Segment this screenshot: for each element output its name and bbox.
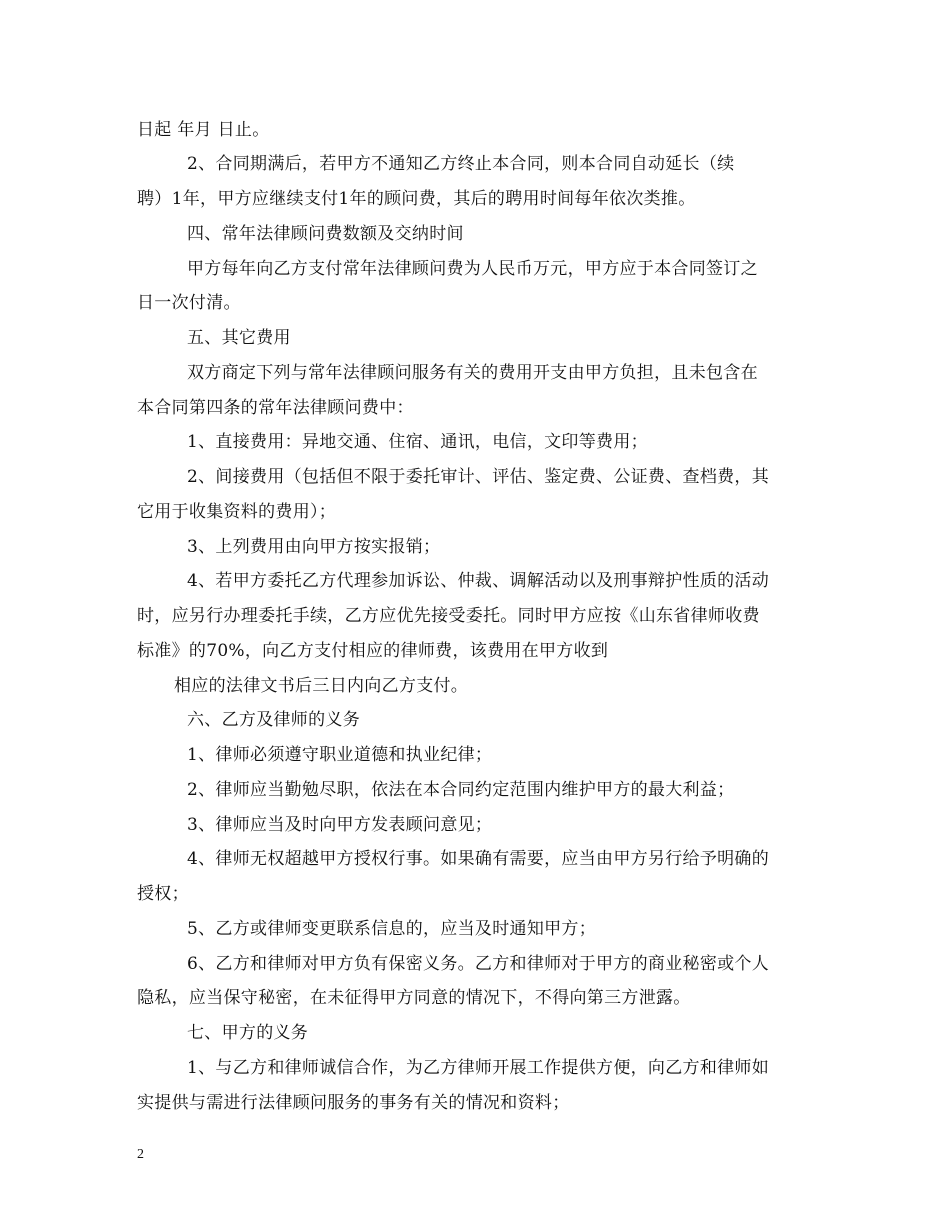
- text-line: 聘）1年，甲方应继续支付1年的顾问费，其后的聘用时间每年依次类推。: [137, 189, 696, 209]
- text-line: 4、若甲方委托乙方代理参加诉讼、仲裁、调解活动以及刑事辩护性质的活动: [187, 571, 770, 591]
- text-line: 甲方每年向乙方支付常年法律顾问费为人民币万元，甲方应于本合同签订之: [187, 259, 758, 279]
- text-line: 2、合同期满后，若甲方不通知乙方终止本合同，则本合同自动延长（续: [187, 154, 735, 174]
- section-heading: 七、甲方的义务: [187, 1023, 309, 1043]
- text-line: 5、乙方或律师变更联系信息的，应当及时通知甲方；: [187, 919, 597, 939]
- section-heading: 四、常年法律顾问费数额及交纳时间: [187, 224, 464, 244]
- text-line: 日一次付清。: [137, 293, 241, 313]
- text-line: 时，应另行办理委托手续，乙方应优先接受委托。同时甲方应按《山东省律师收费: [137, 606, 760, 626]
- text-line: 2、间接费用（包括但不限于委托审计、评估、鉴定费、公证费、查档费，其: [187, 467, 770, 487]
- text-line: 本合同第四条的常年法律顾问费中：: [137, 398, 414, 418]
- text-line: 1、与乙方和律师诚信合作，为乙方律师开展工作提供方便，向乙方和律师如: [187, 1058, 770, 1078]
- text-line: 它用于收集资料的费用）；: [137, 502, 337, 522]
- text-line: 4、律师无权超越甲方授权行事。如果确有需要，应当由甲方另行给予明确的: [187, 849, 770, 869]
- text-line: 标准》的70%，向乙方支付相应的律师费，该费用在甲方收到: [137, 641, 609, 661]
- text-line: 3、上列费用由向甲方按实报销；: [187, 537, 441, 557]
- page-number: 2: [137, 1147, 144, 1162]
- text-line: 隐私，应当保守秘密，在未征得甲方同意的情况下，不得向第三方泄露。: [137, 988, 691, 1008]
- text-line: 3、律师应当及时向甲方发表顾问意见；: [187, 815, 493, 835]
- text-line: 6、乙方和律师对甲方负有保密义务。乙方和律师对于甲方的商业秘密或个人: [187, 954, 770, 974]
- text-line: 双方商定下列与常年法律顾问服务有关的费用开支由甲方负担，且未包含在: [187, 363, 758, 383]
- section-heading: 五、其它费用: [187, 328, 291, 348]
- text-line: 授权；: [137, 884, 189, 904]
- text-line: 实提供与需进行法律顾问服务的事务有关的情况和资料；: [137, 1093, 570, 1113]
- text-line: 日起 年月 日止。: [137, 120, 270, 140]
- text-line: 相应的法律文书后三日内向乙方支付。: [174, 676, 469, 696]
- section-heading: 六、乙方及律师的义务: [187, 710, 360, 730]
- text-line: 1、直接费用：异地交通、住宿、通讯，电信，文印等费用；: [187, 432, 648, 452]
- text-line: 2、律师应当勤勉尽职，依法在本合同约定范围内维护甲方的最大利益；: [187, 780, 735, 800]
- text-line: 1、律师必须遵守职业道德和执业纪律；: [187, 745, 493, 765]
